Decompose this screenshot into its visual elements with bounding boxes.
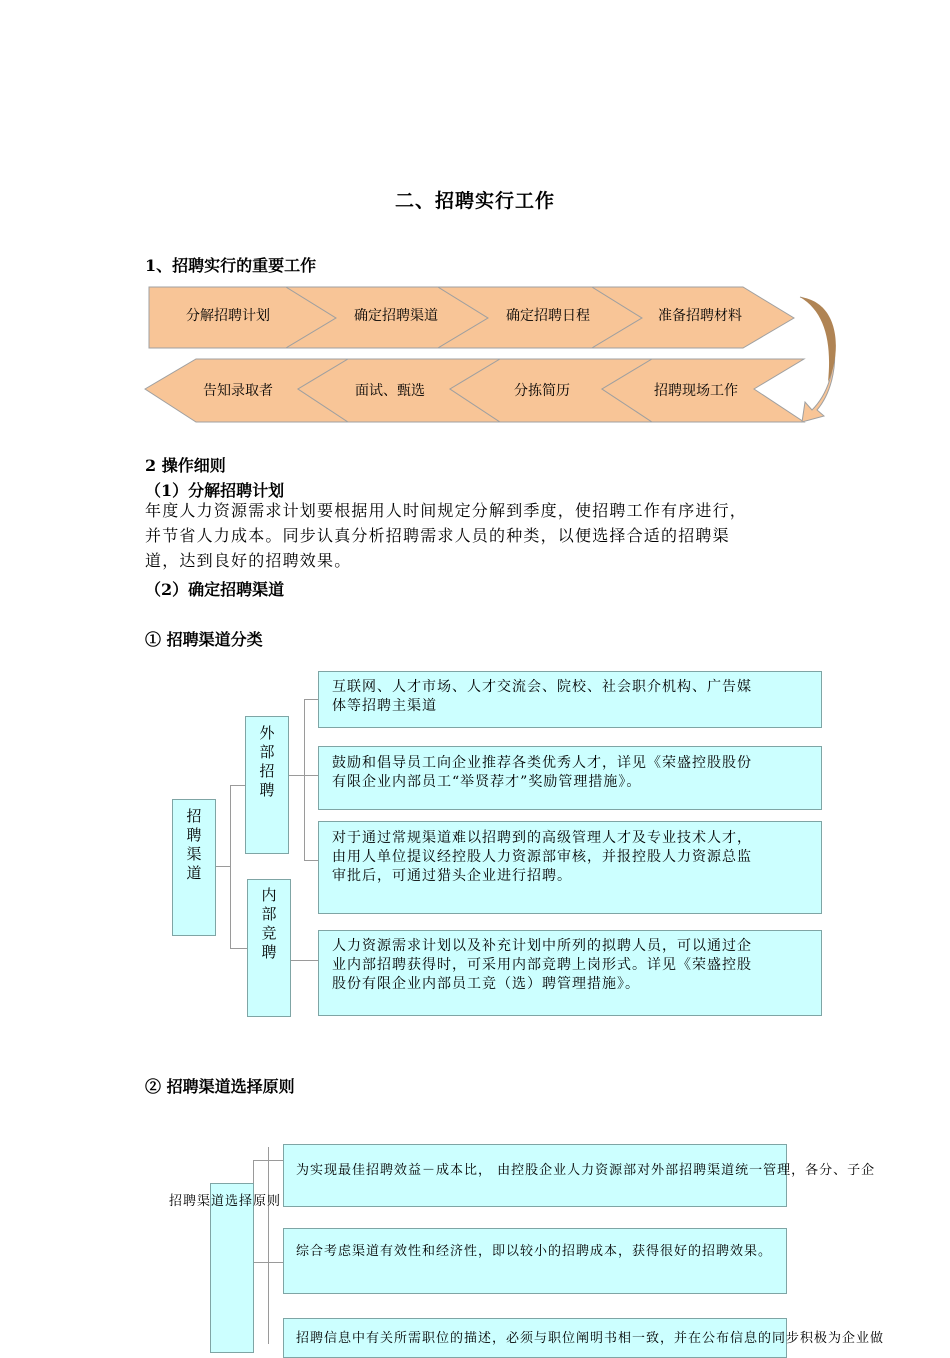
step-label: 确定招聘渠道 <box>354 308 438 324</box>
section2-heading: 2 操作细则 <box>145 456 226 475</box>
subsection-heading: （2）确定招聘渠道 <box>145 580 285 599</box>
paragraph-line: 并节省人力成本。同步认真分析招聘需求人员的种类，以便选择合适的招聘渠 <box>145 526 730 545</box>
paragraph-line: 道，达到良好的招聘效果。 <box>145 551 352 570</box>
paragraph-line: 年度人力资源需求计划要根据用人时间规定分解到季度，使招聘工作有序进行， <box>145 501 748 520</box>
connector-line <box>268 1147 269 1344</box>
connector-line <box>290 960 318 961</box>
channel-item: 对于通过常规渠道难以招聘到的高级管理人才及专业技术人才， 由用人单位提议经控股人力资源部审核，并报控股人力资源总监 审批后，可通过猎头企业进行招聘。 <box>318 821 822 914</box>
connector-line <box>289 775 304 776</box>
connector-line <box>304 699 318 700</box>
step-label: 准备招聘材料 <box>658 308 742 324</box>
channel-item: 人力资源需求计划以及补充计划中所列的拟聘人员，可以通过企 业内部招聘获得时，可采用内部竞聘上岗形式。详见《荣盛控股 股份有限企业内部员工竞（选）聘管理措施》。 <box>318 930 822 1016</box>
connector-line <box>215 866 230 867</box>
root-node: 招 聘 渠 道 <box>172 799 216 936</box>
connector-line <box>304 699 305 860</box>
connector-line <box>230 785 231 948</box>
principle-item: 招聘信息中有关所需职位的描述，必须与职位阐明书相一致，并在公布信息的同步积极为企业做 <box>283 1318 787 1358</box>
paragraph <box>145 498 825 573</box>
step-label: 面试、甄选 <box>355 383 425 399</box>
step-label: 分解招聘计划 <box>186 308 270 324</box>
step-label: 分拣简历 <box>514 383 570 399</box>
connector-line <box>230 785 245 786</box>
step-label: 告知录取者 <box>203 383 273 399</box>
internal-node: 内 部 竞 聘 <box>247 879 291 1017</box>
external-node: 外 部 招 聘 <box>245 716 289 854</box>
channel-item: 互联网、人才市场、人才交流会、院校、社会职介机构、广告媒 体等招聘主渠道 <box>318 671 822 728</box>
section1-heading: 1、招聘实行的重要工作 <box>145 256 317 275</box>
connector-line <box>230 948 247 949</box>
step-label: 招聘现场工作 <box>654 383 738 399</box>
principles-heading: ② 招聘渠道选择原则 <box>145 1077 295 1096</box>
step-label: 确定招聘日程 <box>506 308 590 324</box>
principle-item: 综合考虑渠道有效性和经济性，即以较小的招聘成本，获得很好的招聘效果。 <box>283 1228 787 1294</box>
channel-item: 鼓励和倡导员工向企业推荐各类优秀人才，详见《荣盛控股股份 有限企业内部员工“举贤荐才”奖励管理措施》。 <box>318 746 822 810</box>
subsection-heading: （1）分解招聘计划 <box>145 481 285 500</box>
connector-line <box>304 860 318 861</box>
channels-heading: ① 招聘渠道分类 <box>145 630 263 649</box>
page-title: 二、招聘实行工作 <box>394 190 555 212</box>
principle-item: 为实现最佳招聘效益－成本比， 由控股企业人力资源部对外部招聘渠道统一管理，各分、子企 <box>283 1144 787 1207</box>
connector-line <box>304 775 318 776</box>
principles-root-label: 招聘渠道选择原则 <box>169 1194 282 1209</box>
